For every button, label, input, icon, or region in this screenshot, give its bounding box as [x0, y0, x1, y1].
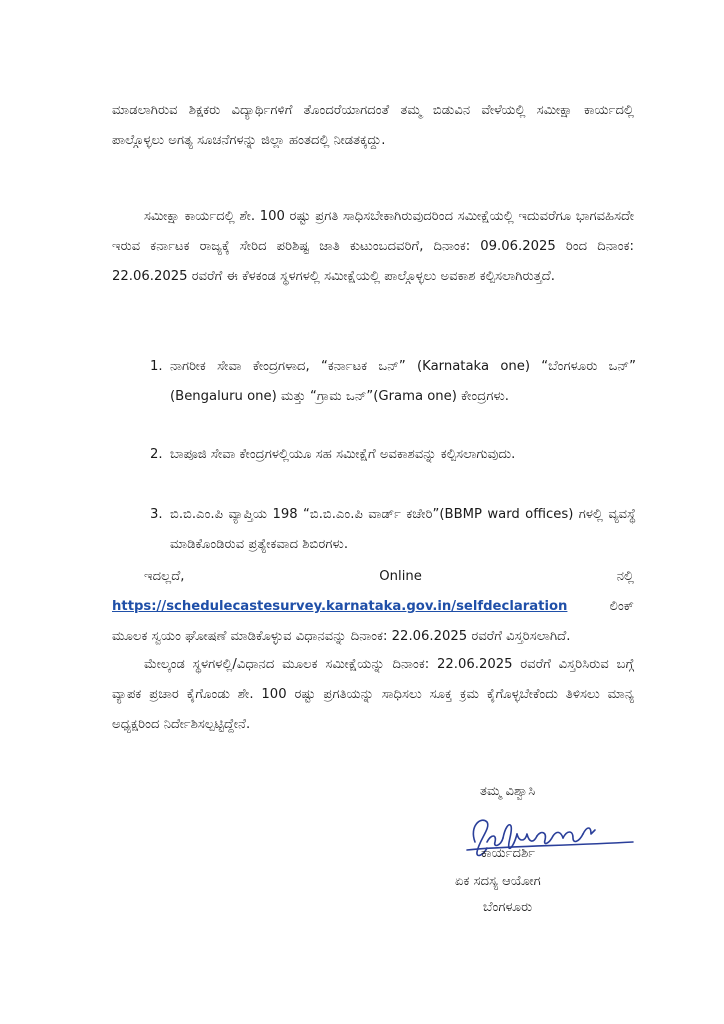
location-list-item-2	[150, 440, 636, 470]
signature-block	[455, 812, 645, 942]
online-text-after: ಲಿಂಕ್ ಮೂಲಕ ಸ್ವಯಂ ಘೋಷಣೆ ಮಾಡಿಕೊಳ್ಳುವ ವಿಧಾನವನ್ನು ದಿನಾಂಕ: 22.06.2025 ರವರೆಗೆ ವಿಸ್ತರಿಸಲಾಗಿದೆ.	[112, 599, 634, 644]
paragraph-teachers-instructions: ಮಾಡಲಾಗಿರುವ ಶಿಕ್ಷಕರು ವಿದ್ಯಾರ್ಥಿಗಳಿಗೆ ತೊಂದರೆಯಾಗದಂತೆ ತಮ್ಮ ಬಿಡುವಿನ ವೇಳೆಯಲ್ಲಿ ಸಮೀಕ್ಷಾ ಕಾರ್ಯದಲ್ಲಿ ಪಾಲ್ಗೊಳ್ಳಲು ಅಗತ್ಯ ಸೂಚನೆಗಳನ್ನು ಜಿಲ್ಲಾ ಹಂತದಲ್ಲಿ ನೀಡತಕ್ಕದ್ದು.	[112, 103, 634, 148]
designation-secretary: ಕಾರ್ಯದರ್ಶಿ	[481, 846, 536, 861]
paragraph-survey-opportunity: ಸಮೀಕ್ಷಾ ಕಾರ್ಯದಲ್ಲಿ ಶೇ. 100 ರಷ್ಟು ಪ್ರಗತಿ ಸಾಧಿಸಬೇಕಾಗಿರುವುದರಿಂದ ಸಮೀಕ್ಷೆಯಲ್ಲಿ ಇದುವರೆಗೂ ಭಾಗವಹಿಸದೇ ಇರುವ ಕರ್ನಾಟಕ ರಾಜ್ಯಕ್ಕೆ ಸೇರಿದ ಪರಿಶಿಷ್ಟ ಜಾತಿ ಕುಟುಂಬದವರಿಗೆ, ದಿನಾಂಕ: 09.06.2025 ರಿಂದ ದಿನಾಂಕ: 22.06.2025 ರವರೆಗೆ ಈ ಕೆಳಕಂಡ ಸ್ಥಳಗಳಲ್ಲಿ ಸಮೀಕ್ಷೆಯಲ್ಲಿ ಪಾಲ್ಗೊಳ್ಳಲು ಅವಕಾಶ ಕಲ್ಪಿಸಲಾಗಿರುತ್ತದೆ.	[112, 209, 634, 284]
place-name: ಬೆಂಗಳೂರು	[483, 900, 533, 915]
self-declaration-link[interactable]: https://schedulecastesurvey.karnataka.gov.in/selfdeclaration	[112, 599, 568, 614]
list-item-text: ಬಾಪೂಜಿ ಸೇವಾ ಕೇಂದ್ರಗಳಲ್ಲಿಯೂ ಸಹ ಸಮೀಕ್ಷೆಗೆ ಅವಕಾಶವನ್ನು ಕಲ್ಪಿಸಲಾಗುವುದು.	[170, 447, 516, 462]
list-item-text: ಬಿ.ಬಿ.ಎಂ.ಪಿ ವ್ಯಾಪ್ತಿಯ 198 “ಬಿ.ಬಿ.ಎಂ.ಪಿ ವಾರ್ಡ್ ಕಚೇರಿ”(BBMP ward offices) ಗಳಲ್ಲಿ ವ್ಯವಸ್ಥೆ ಮಾಡಿಕೊಂಡಿರುವ ಪ್ರತ್ಯೇಕವಾದ ಶಿಬಿರಗಳು.	[170, 507, 636, 552]
online-text-before: ಇದಲ್ಲದೆ, Online ನಲ್ಲಿ	[144, 569, 634, 584]
office-name: ಏಕ ಸದಸ್ಯ ಆಯೋಗ	[455, 874, 541, 889]
location-list-item-3	[150, 500, 636, 560]
list-number: 3.	[150, 507, 163, 522]
list-number: 2.	[150, 447, 163, 462]
paragraph-publicity-instruction: ಮೇಲ್ಕಂಡ ಸ್ಥಳಗಳಲ್ಲಿ/ವಿಧಾನದ ಮೂಲಕ ಸಮೀಕ್ಷೆಯನ್ನು ದಿನಾಂಕ: 22.06.2025 ರವರೆಗೆ ವಿಸ್ತರಿಸಿರುವ ಬಗ್ಗೆ ವ್ಯಾಪಕ ಪ್ರಚಾರ ಕೈಗೊಂಡು ಶೇ. 100 ರಷ್ಟು ಪ್ರಗತಿಯನ್ನು ಸಾಧಿಸಲು ಸೂಕ್ತ ಕ್ರಮ ಕೈಗೊಳ್ಳಬೇಕೆಂದು ತಿಳಿಸಲು ಮಾನ್ಯ ಅಧ್ಯಕ್ಷರಿಂದ ನಿರ್ದೇಶಿಸಲ್ಪಟ್ಟಿದ್ದೇನೆ.	[112, 657, 634, 732]
list-item-text: ನಾಗರೀಕ ಸೇವಾ ಕೇಂದ್ರಗಳಾದ, “ಕರ್ನಾಟಕ ಒನ್” (Karnataka one) “ಬೆಂಗಳೂರು ಒನ್” (Bengaluru one) ಮತ್ತು “ಗ್ರಾಮ ಒನ್”(Grama one) ಕೇಂದ್ರಗಳು.	[170, 359, 636, 404]
paragraph-online-self-declaration	[112, 562, 634, 652]
list-number: 1.	[150, 359, 163, 374]
location-list-item-1	[150, 352, 636, 412]
signoff-text: ತಮ್ಮ ವಿಶ್ವಾಸಿ	[480, 784, 536, 799]
